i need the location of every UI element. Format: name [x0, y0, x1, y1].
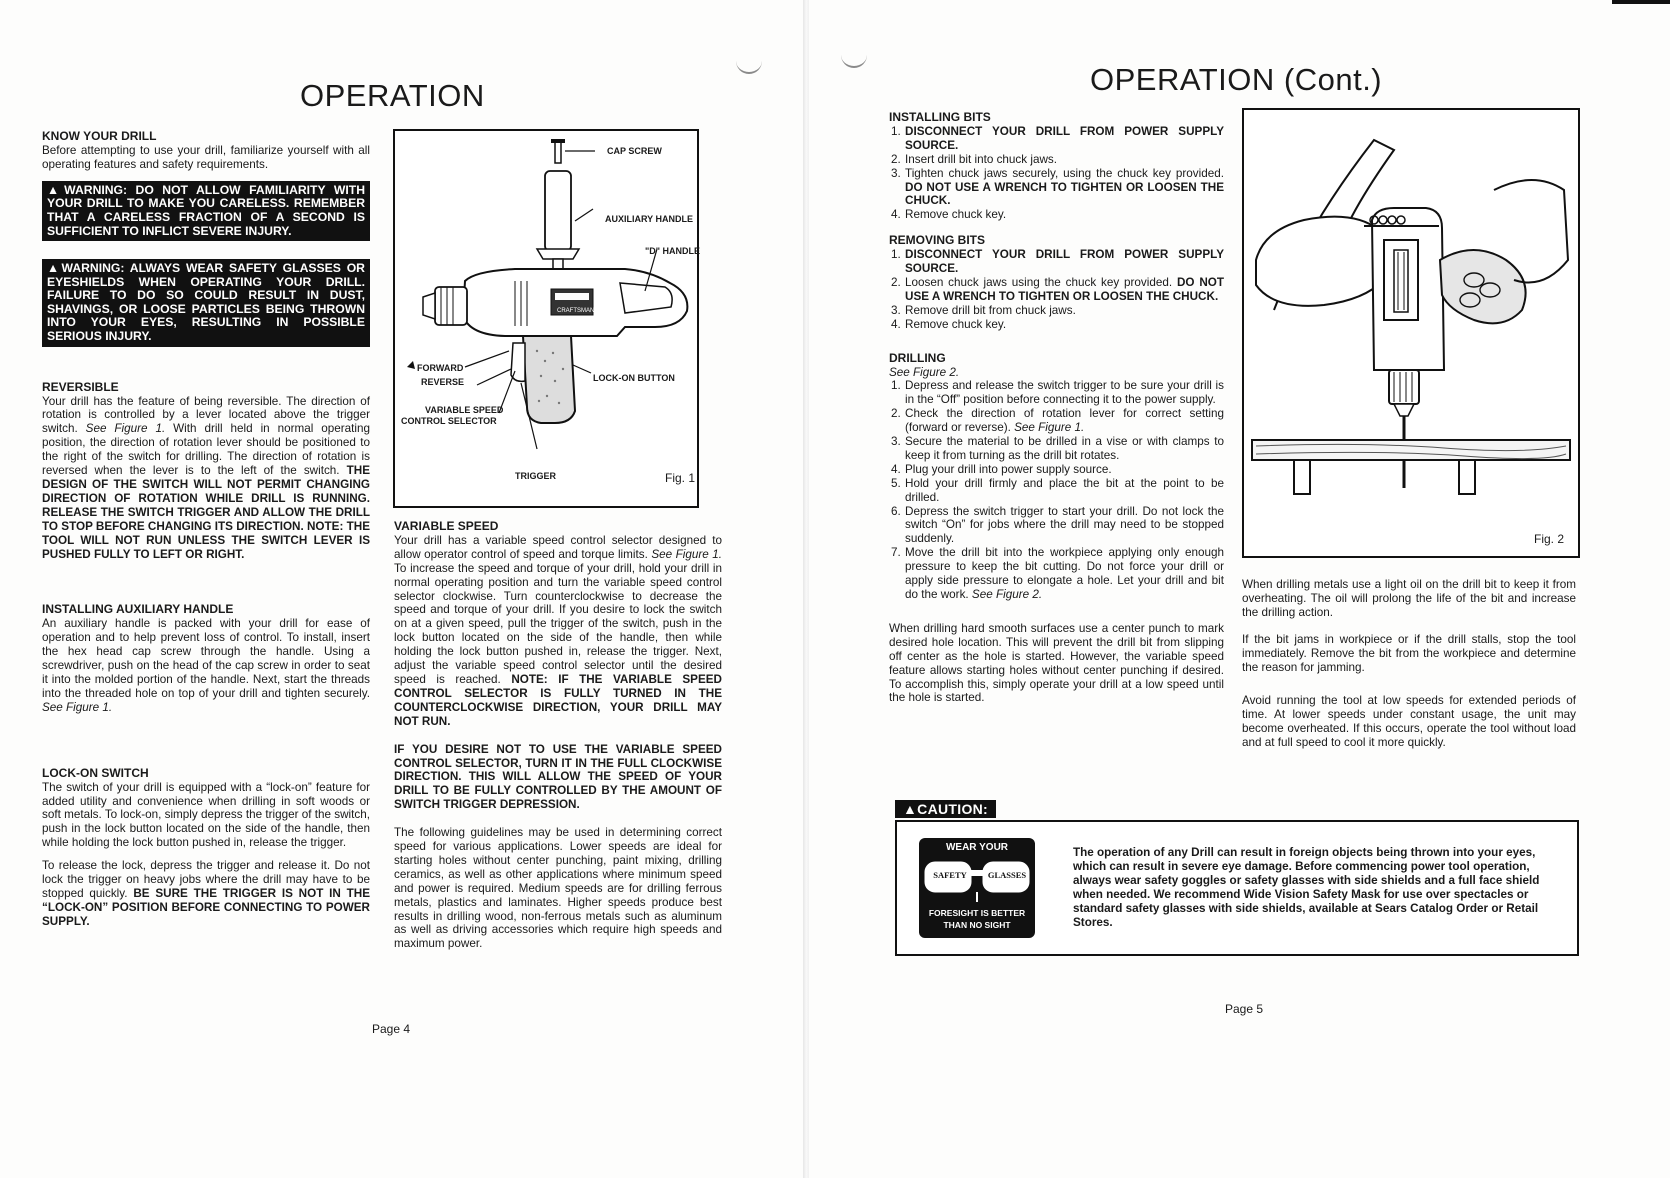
caution-box: [895, 820, 1579, 956]
page-number: Page 4: [372, 1022, 411, 1036]
lock-on-text-1: The switch of your drill is equipped with a “lock-on” feature for added utility and convenience when drilling in soft woods or soft metals. To lock-on, simply depress the trigger of the switch, push in the lock button located on the side of the handle, then while holding the lock button pushed in, release the trigger.: [42, 780, 370, 850]
list-item: [904, 125, 1224, 153]
warning-icon: ▲: [903, 801, 918, 817]
warning-safety-glasses: [42, 259, 370, 347]
drilling-illustration: [1244, 110, 1578, 556]
figure-ref: See Figure 2.: [889, 365, 960, 379]
warning-icon: ▲: [47, 261, 62, 276]
reversible-note: THE DESIGN OF THE SWITCH WILL NOT PERMIT CHANGING DIRECTION OF ROTATION WHILE DRILL IS RUNNING. RELEASE THE SWITCH TRIGGER AND ALLOW THE DRILL TO STOP BEFORE CHANGING ITS DIRECTION. NOTE: THE TOOL WILL NOT RUN UNLESS THE SWITCH LEVER IS PUSHED FULLY TO LEFT OR RIGHT.: [42, 464, 371, 561]
installing-bits-steps: [889, 125, 1224, 222]
figure-ref: See Figure 1.: [85, 422, 166, 436]
list-item: [904, 153, 1224, 167]
step-text: Remove drill bit from chuck jaws.: [905, 303, 1076, 317]
caution-text: The operation of any Drill can result in foreign objects being thrown into your eyes, which can result in severe eye damage. Before commencing power tool operation, always wear safety goggles or safety glasses with side shields and a full face shield when needed. We recommend Wide Vision Safety Mask for use over spectacles or standard safety glasses with side shields, available at Sears Catalog Order or Retail Stores.: [1073, 846, 1540, 929]
lock-on-text-2: [42, 859, 370, 929]
figure-2: [1242, 108, 1580, 558]
section-heading-variable-speed: VARIABLE SPEED: [394, 519, 499, 533]
variable-speed-text: [394, 534, 722, 729]
removing-bits-steps: [889, 248, 1224, 331]
lock-on-text-2-body: To release the lock, depress the trigger and release it. Do not lock the trigger on heavy jobs where the drill may have to be stopped quickly.: [42, 859, 370, 900]
fig1-label-vs-selector-2: CONTROL SELECTOR: [401, 416, 497, 426]
figure-1: [393, 129, 699, 508]
fig1-label-aux-handle: AUXILIARY HANDLE: [605, 214, 694, 224]
variable-speed-guidelines: The following guidelines may be used in determining correct speed for various applications. Lower speeds are ideal for starting holes without center punching, paint mixing, drilling ceramics, as well as other applications where minimum speed and power is required. Medium speeds are for drilling ferrous metals, plastics and laminates. Higher speeds produce best results in drilling wood, non-ferrous metals such as aluminum as well as driving accessories which require high speeds and maximum power.: [394, 826, 722, 951]
logo-top-text: WEAR YOUR: [945, 842, 1009, 853]
aux-handle-text-body: An auxiliary handle is packed with your drill for ease of operation and to help prevent loss of control. To install, insert the hex head cap screw through the handle. Using a screwdriver, push on the head of the cap screw in order to seat it into the molded portion of the handle. Next, start the threads into the threaded hole on top of your drill and tighten securely.: [42, 617, 370, 700]
fig1-label-vs-selector-1: VARIABLE SPEED: [425, 405, 504, 415]
warning-icon: ▲: [47, 182, 65, 197]
list-item: [904, 304, 1224, 318]
binder-hole: [736, 58, 762, 74]
page-title: OPERATION (Cont.): [1090, 62, 1383, 97]
safety-glasses-logo: [919, 838, 1035, 938]
logo-bottom-text-2: THAN NO SIGHT: [943, 920, 1011, 930]
step-bold: DISCONNECT YOUR DRILL FROM POWER SUPPLY SOURCE.: [905, 248, 1224, 276]
page-number: Page 5: [1225, 1002, 1264, 1016]
fig1-label-cap-screw: CAP SCREW: [607, 146, 662, 156]
list-item: [904, 208, 1224, 222]
variable-speed-note: NOTE: IF THE VARIABLE SPEED CONTROL SELECTOR IS FULLY TURNED IN THE COUNTERCLOCKWISE DIRECTION, YOUR DRILL MAY NOT RUN.: [394, 672, 723, 728]
list-item: [904, 379, 1224, 407]
logo-bottom-text-1: FORESIGHT IS BETTER: [928, 908, 1026, 918]
list-item: [904, 463, 1224, 477]
fig1-number: Fig. 1: [665, 471, 696, 485]
reversible-text: [42, 395, 370, 562]
step-bold: DO NOT USE A WRENCH TO TIGHTEN OR LOOSEN THE CHUCK.: [905, 180, 1224, 208]
list-item: [904, 407, 1224, 435]
step-bold: DISCONNECT YOUR DRILL FROM POWER SUPPLY SOURCE.: [905, 124, 1224, 152]
figure-ref: See Figure 1.: [1014, 421, 1085, 435]
list-item: [904, 505, 1224, 547]
section-heading-installing-bits: INSTALLING BITS: [889, 110, 991, 124]
warning-familiarity: [42, 181, 370, 241]
corner-mark: [1612, 0, 1670, 4]
step-text: Remove chuck key.: [905, 208, 1007, 222]
fig1-label-lock-on-button: LOCK-ON BUTTON: [593, 373, 675, 383]
variable-speed-full-clockwise: IF YOU DESIRE NOT TO USE THE VARIABLE SPEED CONTROL SELECTOR, TURN IT IN THE FULL CLOCKWISE DIRECTION. THIS WILL ALLOW THE SPEED OF YOUR DRILL TO BE FULLY CONTROLLED BY THE AMOUNT OF SWITCH TRIGGER DEPRESSION.: [394, 742, 722, 812]
reversible-text-2: With drill held in normal operating position, the direction of rotation lever should be positioned to the right of the switch for drilling. The direction of rotation is reversed when the lever is to the left of the switch.: [42, 422, 370, 478]
list-item: [904, 435, 1224, 463]
variable-speed-text-2: To increase the speed and torque of your drill, hold your drill in normal operating position and turn the variable speed control selector clockwise. Turn counterclockwise to decrease the speed and torque of your drill. If you desire to lock the switch on at a given speed, pull the trigger of the switch, push in the lock button located on the side of the handle, then while holding the lock button pushed in, release the trigger. Next, adjust the variable speed control selector until the desired speed is reached.: [394, 561, 722, 686]
step-bold: DO NOT USE A WRENCH TO TIGHTEN OR LOOSEN THE CHUCK.: [905, 275, 1224, 303]
middle-column: [394, 520, 722, 951]
step-text: Check the direction of rotation lever for correct setting (forward or reverse).: [905, 407, 1224, 435]
section-heading-lock-on: LOCK-ON SWITCH: [42, 765, 149, 780]
list-item: [904, 167, 1224, 209]
low-speed-text: Avoid running the tool at low speeds for extended periods of time. At lower speeds under constant usage, the unit may become overheated. If this occurs, operate the tool without load and at full speed to cool it more quickly.: [1242, 694, 1576, 750]
page-title: OPERATION: [300, 78, 485, 113]
caution-badge: [895, 800, 996, 818]
step-text: Insert drill bit into chuck jaws.: [905, 152, 1057, 166]
step-text: Remove chuck key.: [905, 317, 1007, 331]
lock-on-note: BE SURE THE TRIGGER IS NOT IN THE “LOCK-ON” POSITION BEFORE CONNECTING TO POWER SUPPLY.: [42, 886, 370, 928]
aux-handle-text: [42, 617, 370, 714]
variable-speed-text-1: Your drill has a variable speed control selector designed to allow operator control of speed and torque limits.: [394, 533, 722, 561]
section-heading-reversible: REVERSIBLE: [42, 379, 119, 394]
step-text: Depress and release the switch trigger to be sure your drill is in the “Off” position before connecting it to the power supply.: [905, 379, 1224, 407]
step-text: Loosen chuck jaws using the chuck key provided.: [905, 275, 1173, 289]
drill-illustration: [395, 131, 697, 506]
list-item: [904, 318, 1224, 332]
page-5: [809, 0, 1670, 1178]
drilling-steps: [889, 379, 1224, 602]
step-text: Tighten chuck jaws securely, using the chuck key provided.: [905, 166, 1224, 180]
fig1-label-d-handle: "D" HANDLE: [645, 246, 701, 256]
right-right-column: [1242, 578, 1576, 750]
figure-ref: See Figure 2.: [971, 588, 1043, 601]
section-heading-drilling: DRILLING: [889, 350, 946, 365]
know-your-drill-text: Before attempting to use your drill, familiarize yourself with all operating features and safety requirements.: [42, 143, 370, 171]
caution-label: CAUTION:: [917, 801, 989, 817]
step-text: Depress the switch trigger to start your drill. Do not lock the switch “On” for jobs where the drill may need to be stopped suddenly.: [905, 504, 1224, 546]
list-item: [904, 276, 1224, 304]
figure-ref: See Figure 1.: [651, 547, 722, 561]
jams-text: If the bit jams in workpiece or if the drill stalls, stop the tool immediately. Remove the bit from the workpiece and determine the reason for jamming.: [1242, 632, 1576, 674]
fig1-label-reverse: REVERSE: [421, 377, 465, 387]
warning-safety-glasses-text: WARNING: ALWAYS WEAR SAFETY GLASSES OR EYESHIELDS WHEN OPERATING YOUR DRILL. FAILURE TO DO SO COULD RESULT IN DUST, SHAVINGS, OR LOOSE PARTICLES BEING THROWN INTO YOUR EYES, RESULTING IN POSSIBLE SERIOUS INJURY.: [47, 261, 365, 344]
list-item: [904, 248, 1224, 276]
right-left-column: [889, 111, 1224, 705]
figure-ref: See Figure 1.: [42, 700, 113, 714]
warning-familiarity-text: WARNING: DO NOT ALLOW FAMILIARITY WITH YOUR DRILL TO MAKE YOU CARELESS. REMEMBER THAT A CARELESS FRACTION OF A SECOND IS SUFFICIENT TO INFLICT SEVERE INJURY.: [47, 182, 365, 238]
binder-hole: [841, 52, 867, 68]
goggles-icon: [919, 856, 1035, 904]
step-text: Secure the material to be drilled in a vise or with clamps to keep it from turning as the drill bit rotates.: [905, 435, 1224, 462]
section-heading-removing-bits: REMOVING BITS: [889, 233, 986, 248]
fig2-number: Fig. 2: [1534, 532, 1565, 546]
list-item: [904, 546, 1224, 602]
fig1-label-forward: FORWARD: [417, 363, 464, 373]
logo-left-text: SAFETY: [933, 870, 967, 880]
center-punch-text: When drilling hard smooth surfaces use a center punch to mark desired hole location. This will prevent the drill bit from slipping off center as the hole is started. However, the variable speed feature allows starting holes without center punching if desired. To accomplish this, simply operate your drill at a low speed until the hole is started.: [889, 621, 1224, 705]
logo-right-text: GLASSES: [987, 870, 1027, 880]
left-column: [42, 130, 370, 929]
list-item: [904, 477, 1224, 505]
step-text: Move the drill bit into the workpiece applying only enough pressure to keep the bit cutting. Do not force your drill or apply side pressure to elongate a hole. Let your drill and bit do the work.: [905, 546, 1224, 601]
fig1-brand: CRAFTSMAN: [557, 308, 595, 314]
metals-text: When drilling metals use a light oil on the drill bit to keep it from overheating. The oil will prolong the life of the bit and increase the drilling action.: [1242, 578, 1576, 619]
fig1-label-trigger: TRIGGER: [515, 471, 557, 481]
step-text: Plug your drill into power supply source.: [905, 462, 1112, 476]
section-heading-aux-handle: INSTALLING AUXILIARY HANDLE: [42, 602, 234, 617]
page-4: [0, 0, 805, 1178]
section-heading-know-your-drill: KNOW YOUR DRILL: [42, 129, 157, 143]
step-text: Hold your drill firmly and place the bit at the point to be drilled.: [905, 476, 1224, 504]
reversible-text-1: Your drill has the feature of being reversible. The direction of rotation is controlled by a lever located above the trigger switch.: [42, 394, 370, 436]
